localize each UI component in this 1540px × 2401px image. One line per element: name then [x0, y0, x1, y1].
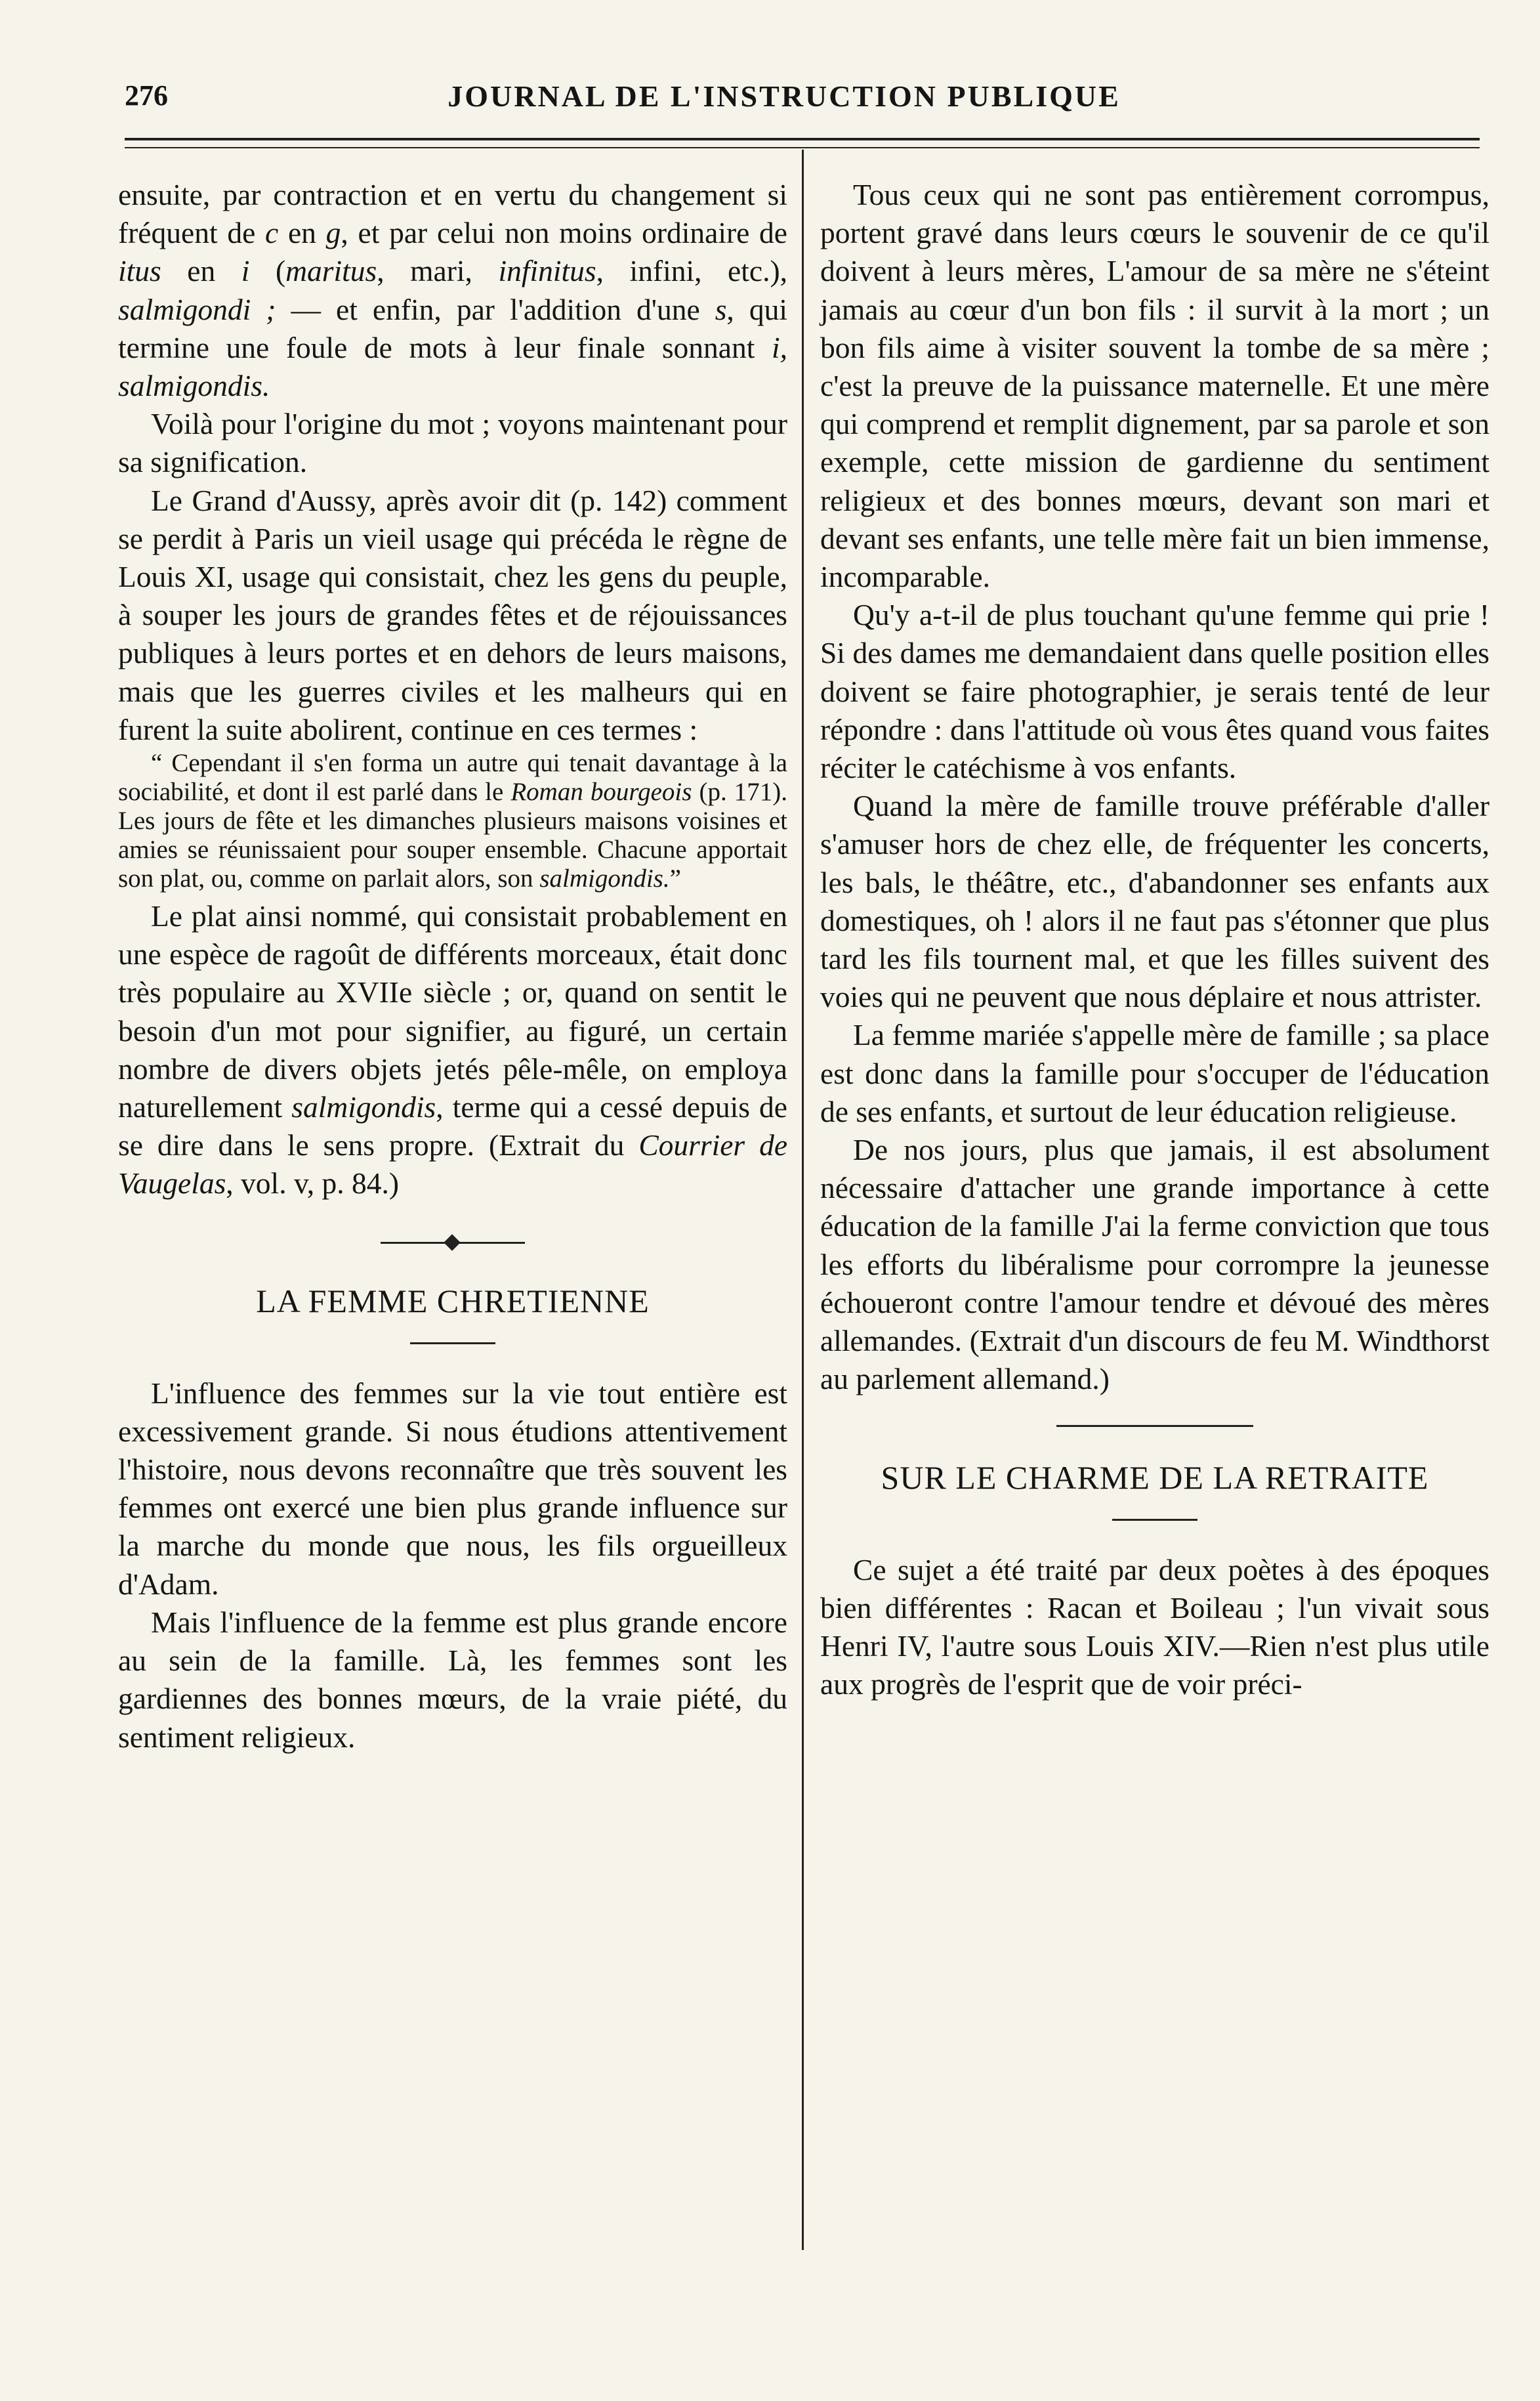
- paragraph-etymology: ensuite, par contraction et en vertu du changement si fréquent de c en g, et par celui non moins ordinaire de itus en i (maritus, mari, infinitus, infini, etc.), salmigondi ; — et enfin, par l'addition d'une s, qui termine une foule de mots à leur finale sonnant i, salmigondis.: [118, 178, 787, 403]
- paragraph-femme-mariee: La femme mariée s'appelle mère de famille ; sa place est donc dans la famille pour s'occuper de l'éducation de ses enfants, et surtout de leur éducation religieuse.: [820, 1018, 1489, 1128]
- paragraph-priere: Qu'y a-t-il de plus touchant qu'une femme qui prie ! Si des dames me demandaient dans quelle position elles doivent se faire photographier, je serais tenté de leur répondre : dans l'attitude où vous êtes quand vous faites réciter le catéchisme à vos enfants.: [820, 598, 1489, 785]
- journal-title: JOURNAL DE L'INSTRUCTION PUBLIQUE: [447, 79, 1121, 113]
- column-divider: [802, 150, 804, 2250]
- section-title-femme-chretienne: LA FEMME CHRETIENNE: [256, 1282, 650, 1319]
- paragraph-education: De nos jours, plus que jamais, il est absolument nécessaire d'attacher une grande importance à cette éducation de la famille J'ai la ferme conviction que tous les efforts du libéralisme pour corrompre la jeunesse échoueront contre l'amour tendre et dévoué des mères allemandes. (Extrait d'un discours de feu M. Windthorst au parlement allemand.): [820, 1133, 1489, 1396]
- left-column: [118, 176, 787, 1756]
- paragraph-influence: L'influence des femmes sur la vie tout entière est excessivement grande. Si nous étudions attentivement l'histoire, nous devons reconnaître que très souvent les femmes ont exercé une bien plus grande influence sur la marche du monde que nous, les fils orgueilleux d'Adam.: [118, 1376, 787, 1601]
- paragraph-mere-famille: Quand la mère de famille trouve préférable d'aller s'amuser hors de chez elle, de fréquenter les concerts, les bals, le théâtre, etc., d'abandonner ses enfants aux domestiques, oh ! alors il ne faut pas s'étonner que plus tard les fils tournent mal, et que les filles suivent des voies qui ne peuvent que nous déplaire et nous attrister.: [820, 789, 1489, 1014]
- paragraph-plat: Le plat ainsi nommé, qui consistait probablement en une espèce de ragoût de différents morceaux, était donc très populaire au XVIIe siècle ; or, quand on sentit le besoin d'un mot pour signifier, au figuré, un certain nombre de divers objets jetés pêle-mêle, on employa naturellement salmigondis, terme qui a cessé depuis de se dire dans le sens propre. (Extrait du Courrier de Vaugelas, vol. v, p. 84.): [118, 899, 788, 1200]
- page-number: 276: [125, 79, 168, 112]
- paragraph-racan-boileau: Ce sujet a été traité par deux poètes à des époques bien différentes : Racan et Boileau ; l'un vivait sous Henri IV, l'autre sous Louis XIV.—Rien n'est plus utile aux progrès de l'esprit que de voir préci-: [820, 1552, 1489, 1701]
- paragraph-grand-daussy: Le Grand d'Aussy, après avoir dit (p. 142) comment se perdit à Paris un vieil usage qui précéda le règne de Louis XI, usage qui consistait, chez les gens du peuple, à souper les jours de grandes fêtes et de réjouissances publiques à leurs portes et en dehors de leurs maisons, mais que les guerres civiles et les malheurs qui en furent la suite abolirent, continue en ces termes :: [118, 483, 787, 746]
- paragraph-famille: Mais l'influence de la femme est plus grande encore au sein de la famille. Là, les femmes sont les gardiennes des bonnes mœurs, de la vraie piété, du sentiment religieux.: [118, 1605, 787, 1754]
- paragraph-meres: Tous ceux qui ne sont pas entièrement corrompus, portent gravé dans leurs cœurs le souvenir de ce qu'il doivent à leurs mères, L'amour de sa mère ne s'éteint jamais au cœur d'un bon fils : il survit à la mort ; un bon fils aime à visiter souvent la tombe de sa mère ; c'est la preuve de la puissance maternelle. Et une mère qui comprend et remplit dignement, par sa parole et son exemple, cette mission de gardienne du sentiment religieux et des bonnes mœurs, devant son mari et devant ses enfants, une telle mère fait un bien immense, incomparable.: [820, 178, 1489, 594]
- title-underline: [410, 1342, 495, 1344]
- ornamental-separator: [381, 1236, 525, 1249]
- title-underline: [1112, 1519, 1197, 1521]
- paragraph-origin: Voilà pour l'origine du mot ; voyons maintenant pour sa signification.: [118, 407, 787, 479]
- block-quote: “ Cependant il s'en forma un autre qui tenait davantage à la sociabilité, et dont il est parlé dans le Roman bourgeois (p. 171). Les jours de fête et les dimanches plusieurs maisons voisines et amies se réunissaient pour souper ensemble. Chacune apportait son plat, ou, comme on parlait alors, son salmigondis.”: [118, 749, 787, 893]
- page-header: [125, 79, 1444, 138]
- section-rule: [1056, 1425, 1253, 1427]
- section-title-charme-retraite: SUR LE CHARME DE LA RETRAITE: [881, 1458, 1429, 1496]
- header-double-rule: [125, 138, 1480, 148]
- right-column: [820, 176, 1489, 1703]
- diamond-ornament-icon: [444, 1234, 460, 1250]
